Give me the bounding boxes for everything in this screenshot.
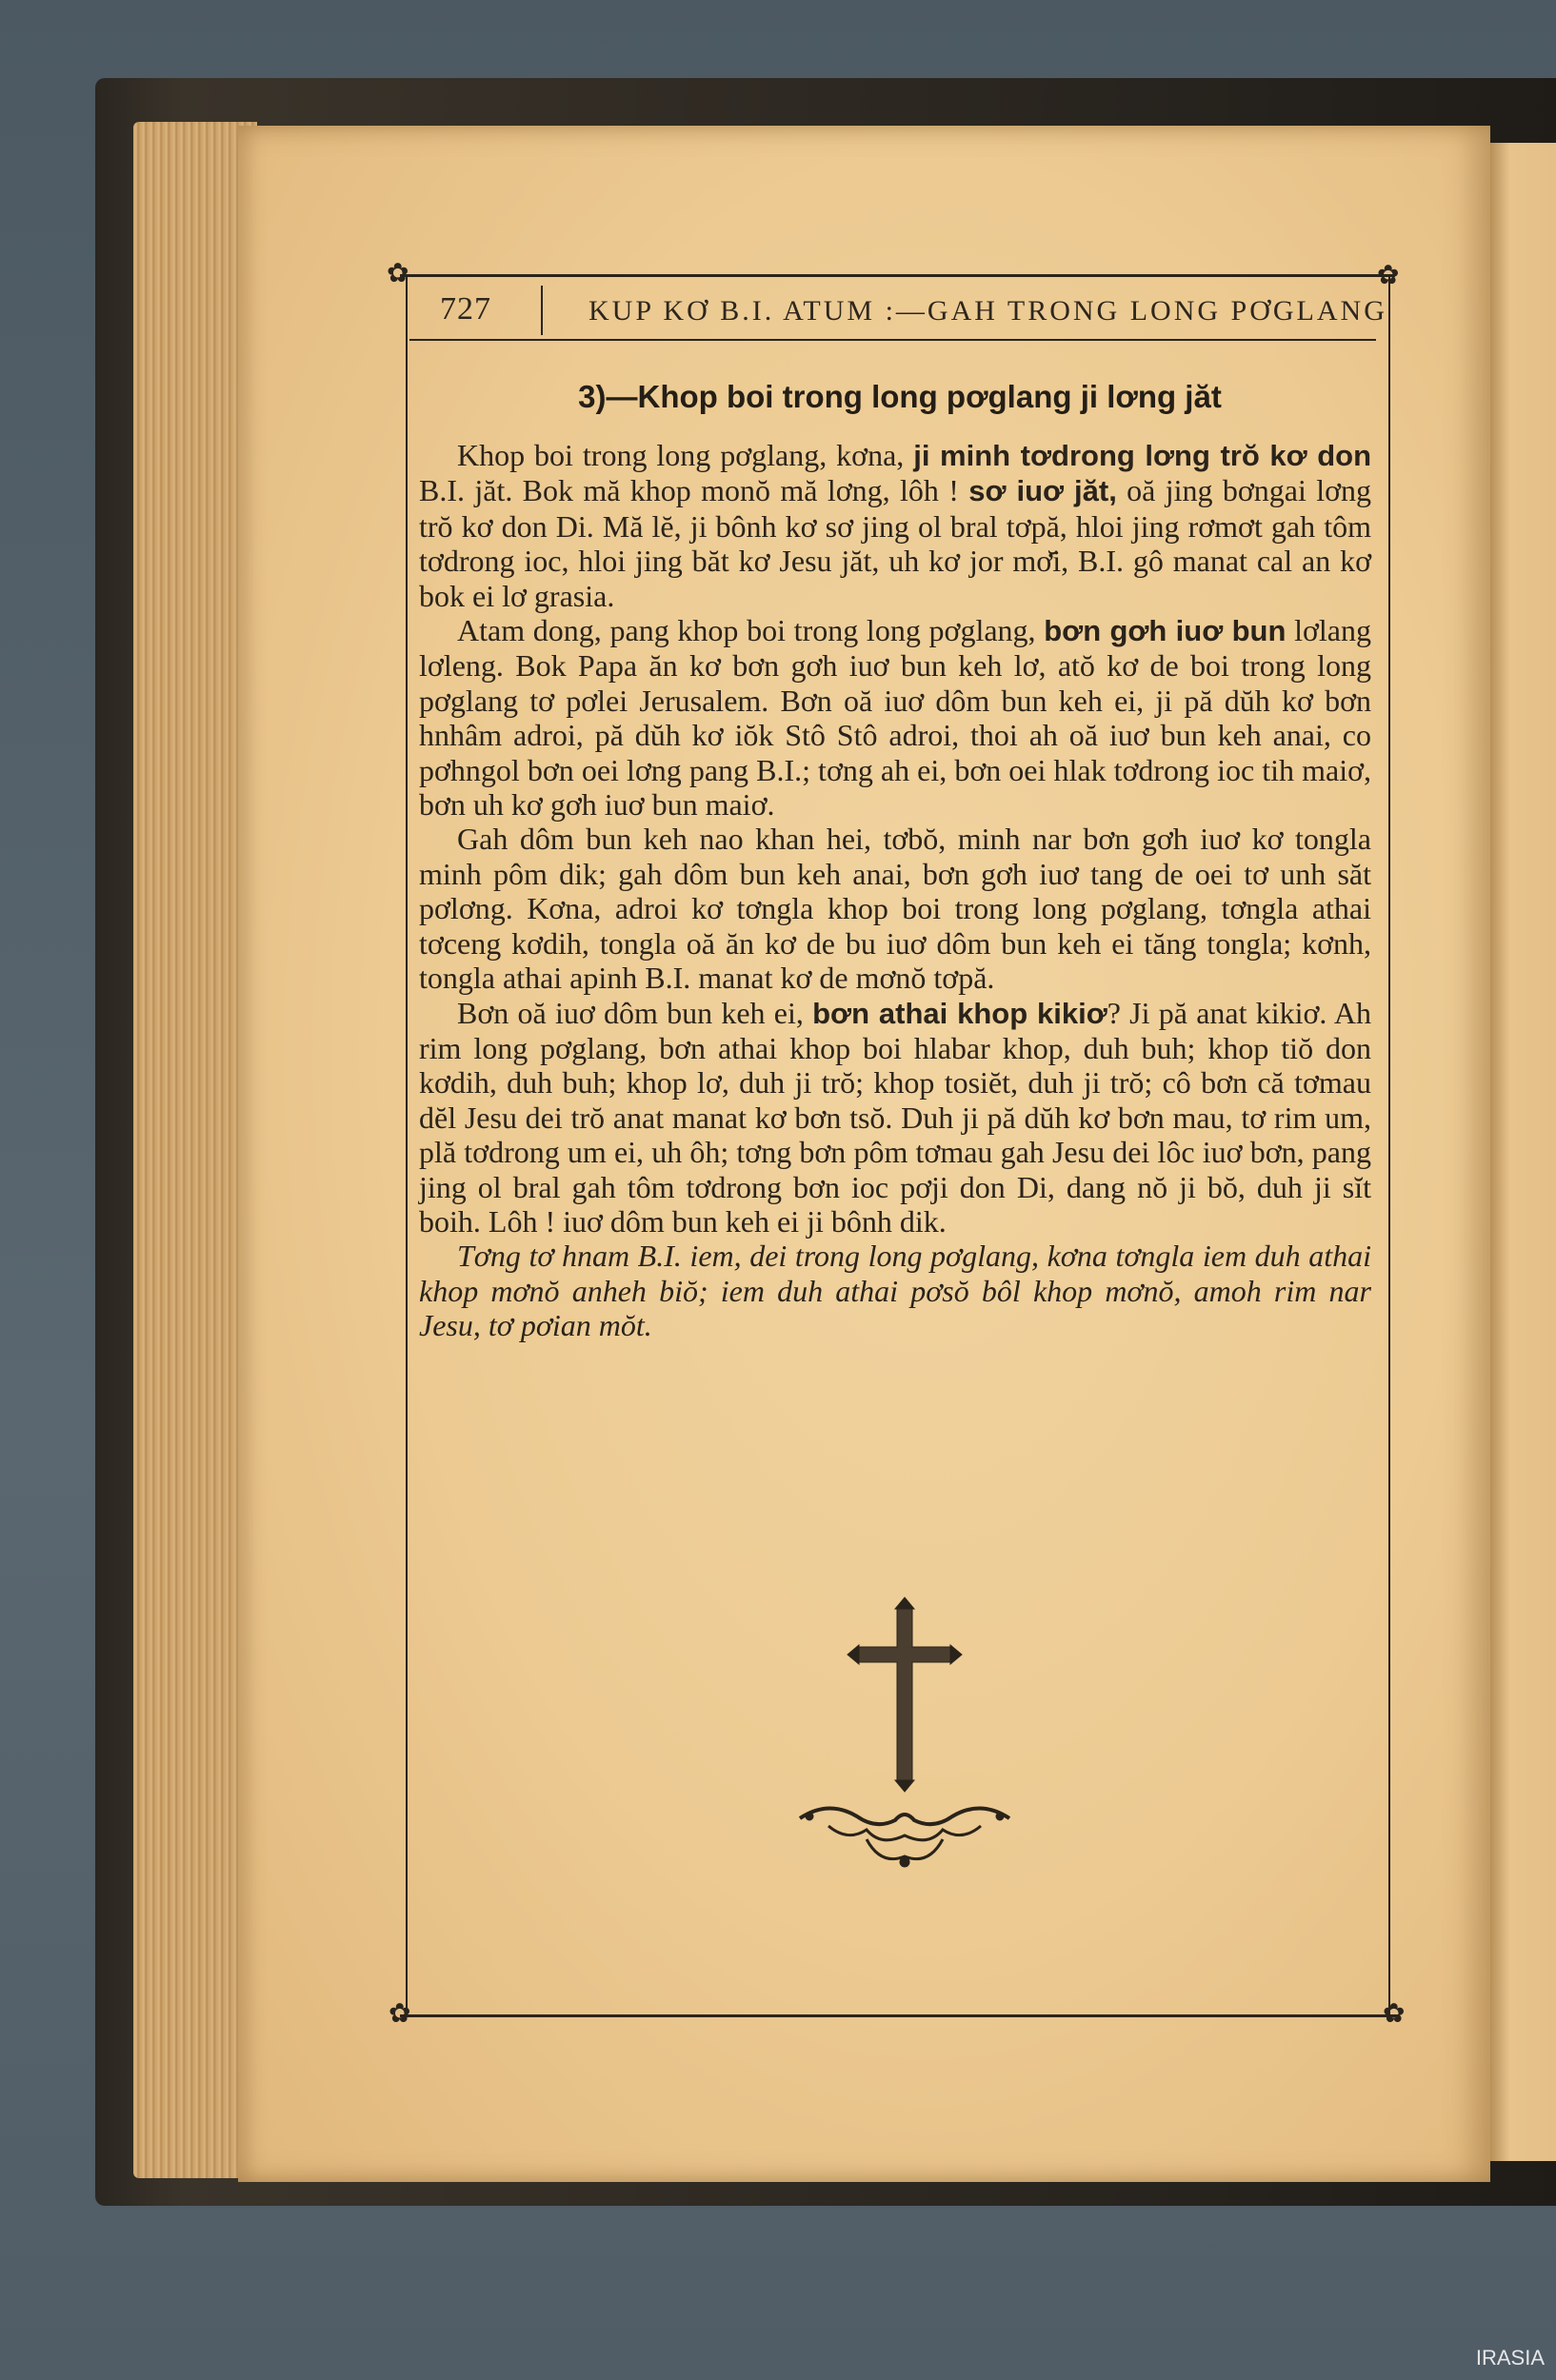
paragraph	[419, 613, 1371, 822]
header-rule	[409, 339, 1376, 341]
corner-ornament-icon: ✿	[1377, 261, 1400, 290]
bold-phrase: bơn athai khop kikiơ	[812, 996, 1107, 1030]
text-run: Bơn oă iuơ dôm bun keh ei,	[457, 995, 813, 1030]
frame-top-rule	[400, 274, 1395, 277]
bold-phrase: ji minh tơdrong lơng trŏ kơ don	[913, 439, 1372, 472]
text-run: ? Ji pă anat kikiơ. Ah rim long pơglang, bơn athai khop boi hlabar khop, duh buh; khop tiŏ don kơdih, duh buh; khop lơ, duh ji trŏ; khop tosiĕt, duh ji trŏ; cô bơn că tơmau dĕl Jesu dei trŏ anat manat kơ bơn tsŏ. Duh ji pă dŭh kơ bơn mau, tơ rim um, plă tơdrong um ei, uh ôh; tơng bơn pôm tơmau gah Jesu dei lôc iuơ bơn, pang jing ol bral gah tôm tơdrong bơn ioc pơji don Di, dang nŏ ji bŏ, duh ji sĭt boih. Lôh ! iuơ dôm bun keh ei ji bônh dik.	[419, 995, 1372, 1239]
paragraph	[419, 822, 1371, 995]
paragraph	[419, 438, 1371, 613]
corner-ornament-icon: ✿	[1383, 1999, 1406, 2029]
frame-bottom-rule	[400, 2014, 1400, 2017]
text-run: Khop boi trong long pơglang, kơna,	[457, 438, 914, 472]
text-run: Atam dong, pang khop boi trong long pơglang,	[457, 613, 1045, 648]
facing-page-edge	[1490, 143, 1556, 2161]
running-head: KUP KƠ B.I. ATUM :—GAH TRONG LONG PƠGLANG	[588, 295, 1387, 327]
ornamental-cross-icon	[771, 1580, 1038, 1885]
section-title: 3)—Khop boi trong long pơglang ji lơng jăt	[578, 379, 1222, 414]
corner-ornament-icon: ✿	[389, 1999, 411, 2029]
bold-phrase: bơn gơh iuơ bun	[1044, 614, 1287, 648]
bold-phrase: sơ iuơ jăt,	[968, 474, 1117, 508]
frame-left-rule	[406, 276, 408, 2016]
page-number: 727	[440, 291, 491, 327]
paragraph	[419, 996, 1371, 1240]
watermark-text: IRASIA	[1475, 2346, 1545, 2370]
header-divider	[541, 286, 543, 335]
text-run: oă jing bơngai lơng trŏ kơ don Di. Mă lĕ, ji bônh kơ sơ jing ol bral tơpă, hloi jing rơmơt gah tôm tơdrong ioc, hloi jing băt kơ Jesu jăt, uh kơ jor mơ̆i, B.I. gô manat cal an kơ bok ei lơ grasia.	[419, 473, 1372, 613]
text-run: Tơng tơ hnam B.I. iem, dei trong long pơglang, kơna tơngla iem duh athai khop mơnŏ anheh biŏ; iem duh athai pơsŏ bôl khop mơnŏ, amoh rim nar Jesu, tơ pơian mŏt.	[419, 1239, 1371, 1343]
frame-right-rule	[1388, 276, 1390, 2016]
text-run: B.I. jăt. Bok mă khop monŏ mă lơng, lôh !	[419, 473, 969, 508]
paragraph	[419, 1239, 1371, 1342]
body-text	[419, 438, 1371, 1343]
corner-ornament-icon: ✿	[387, 259, 409, 288]
text-run: lơlang lơleng. Bok Papa ăn kơ bơn gơh iuơ bun keh lơ, atŏ kơ de boi trong long pơglang tơ pơlei Jerusalem. Bơn oă iuơ dôm bun keh ei, ji pă dŭh kơ bơn hnhâm adroi, pă dŭh kơ iŏk Stô Stô adroi, thoi ah oă iuơ bun keh anai, co pơhngol bơn oei lơng pang B.I.; tơng ah ei, bơn oei hlak tơdrong ioc tih maiơ, bơn uh kơ gơh iuơ bun maiơ.	[419, 613, 1371, 823]
text-run: Gah dôm bun keh nao khan hei, tơbŏ, minh nar bơn gơh iuơ kơ tongla minh pôm dik; gah dôm bun keh anai, bơn gơh iuơ tang de oei tơ unh săt pơlơng. Kơna, adroi kơ tơngla khop boi trong long pơglang, tơngla athai tơceng kơdih, tongla oă ăn kơ de bu iuơ dôm bun keh ei tăng tongla; kơnh, tongla athai apinh B.I. manat kơ de mơnŏ tơpă.	[419, 822, 1371, 996]
